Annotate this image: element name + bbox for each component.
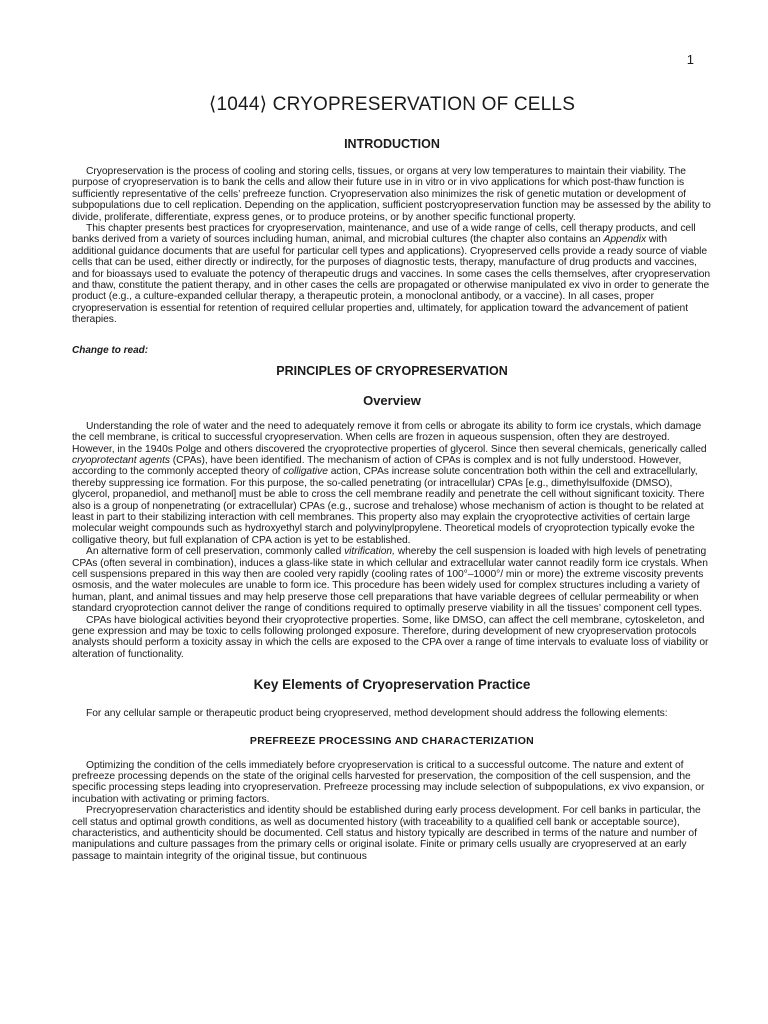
prefreeze-paragraph-1: Optimizing the condition of the cells immediately before cryopreservation is critical to a successful outcome. The nature and extent of prefreeze processing depends on the state of the original cells harvested for preservation, the composition of the cell suspension, and the specific processing steps leading into cryopreservation. Prefreeze processing may include selection of subpopulations, ex vivo expansion, or incubation with activating or priming factors. (72, 759, 705, 805)
colligative-emphasis: colligative (283, 466, 328, 478)
text-run: whereby the cell suspension is loaded with high levels of penetrating CPAs (often several in combination), induces a glass-like state in which cellular and extracellular water cannot readily form ice crystals. When cell suspensions prepared in this way then are cooled very rapidly (cooling rates of 100°–1000°/ min or more) the extreme viscosity prevents osmosis, and the water molecules are unable to form ice. This procedure has been widely used for complex structures including a variety of human, plant, and animal tissues and may help preserve those cell preparations that have variable degrees of cellular permeability or when standard cryoprotection cannot deliver the range of conditions required to optimally preserve viability in all the tissues’ component cell types. (72, 546, 708, 615)
principles-heading: PRINCIPLES OF CRYOPRESERVATION (276, 363, 508, 378)
text-run: action, CPAs increase solute concentration both within the cell and extracellularly, thereby suppressing ice formation. For this purpose, the so-called penetrating (or intracellular) CPAs [e.g., dimethylsulfoxide (DMSO), glycerol, propanediol, and methanol] must be able to cross the cell membrane readily and penetrate the cell without significant toxicity. There also is a group of nonpenetrating (or extracellular) CPAs (e.g., sucrose and trehalose) whose mechanism of action is thought to be related at least in part to their stabilizing interaction with cell membranes. This property also may explain the cryoprotective activities of certain large molecular weight compounds such as hydroxyethyl starch and polyvinylpropylene. Theoretical models of cryoprotection typically evoke the colligative theory, but full explanation of CPA action is yet to be established. (72, 466, 705, 546)
text-run: (CPAs), have been identified. The mechanism of action of CPAs is complex and is not fully understood. However, according to the commonly accepted theory of (72, 454, 682, 478)
page-number: 1 (686, 52, 694, 67)
text-run: This chapter presents best practices for cryopreservation, maintenance, and use of a wide range of cells, cell therapy products, and cell banks derived from a variety of sources including human, animal, and microbial cultures (the chapter also contains an (72, 223, 696, 246)
key-elements-paragraph-1: For any cellular sample or therapeutic product being cryopreserved, method development should address the following elements: (86, 708, 668, 720)
prefreeze-paragraph-2: Precryopreservation characteristics and identity should be established during early process development. For cell banks in particular, the cell status and optimal growth conditions, as well as documented history (with traceability to a qualified cell bank or acceptable source), characteristics, and authenticity should be documented. Cell status and history typically are described in terms of the nature and number of manipulations and culture passages from the primary cells or original isolate. Finite or primary cells usually are cryopreserved at an early passage to maintain integrity of the original tissue, but continuous (72, 805, 701, 862)
principles-paragraph-3: CPAs have biological activities beyond their cryoprotective properties. Some, like DMSO, can affect the cell membrane, cytoskeleton, and gene expression and may be toxic to cells following prolonged exposure. Therefore, during development of new cryopreservation protocols analysts should perform a toxicity assay in which the cells are exposed to the CPA over a range of time intervals to evaluate loss of viability or alteration of functionality. (72, 614, 709, 660)
text-run: An alternative form of cell preservation, commonly called (86, 546, 345, 558)
document-title: ⟨1044⟩ CRYOPRESERVATION OF CELLS (208, 94, 576, 115)
text-run: Understanding the role of water and the need to adequately remove it from cells or abrogate its ability to form ice crystals, which damage the cell membrane, is critical to successful cryopreservation. When cells are frozen in aqueous suspension, often they are destroyed. However, in the 1940s Polge and others discovered the cryoprotective properties of glycerol. Since then several chemicals, generically called (72, 420, 707, 455)
introduction-paragraph-2 (72, 223, 712, 326)
vitrification-emphasis: vitrification, (344, 546, 395, 558)
principles-paragraph-2 (72, 546, 712, 614)
introduction-heading: INTRODUCTION (344, 137, 440, 151)
change-note: Change to read: (72, 344, 149, 356)
key-elements-heading: Key Elements of Cryopreservation Practice (253, 677, 531, 693)
principles-paragraph-1 (72, 421, 712, 546)
text-run: with additional guidance documents that are useful for particular cell types and applications). Cryopreserved cells provide a ready source of viable cells that can be used, either directly or indirectly, for the purposes of diagnostic tests, therapy, manufacture of drug products and vaccines, and for bioassays used to evaluate the potency of therapeutic drugs and vaccines. In some cases the cells themselves, after cryopreservation and thaw, constitute the patient therapy, and in other cases the cells are propagated or otherwise manipulated ex vivo in order to generate the product (e.g., a culture-expanded cellular therapy, a therapeutic protein, a monoclonal antibody, or a vaccine). In all cases, proper cryopreservation is essential for retention of required cellular properties and, ultimately, for application toward the advancement of patient therapies. (72, 234, 711, 326)
cpa-emphasis: cryoprotectant agents (72, 454, 170, 466)
introduction-paragraph-1: Cryopreservation is the process of cooling and storing cells, tissues, or organs at very low temperatures to maintain their viability. The purpose of cryopreservation is to bank the cells and allow their future use in in vitro or in vivo applications for which post-thaw function is sufficiently representative of the cells’ prefreeze function. Cryopreservation also minimizes the risk of genetic mutation or development of subpopulations due to cell replication. Depending on the application, sufficient postcryopreservation function may be assessed by the ability to divide, proliferate, differentiate, express genes, or to produce proteins, or by another specific functional property. (72, 166, 711, 223)
overview-heading: Overview (363, 392, 421, 408)
appendix-emphasis: Appendix (603, 234, 647, 246)
prefreeze-heading: PREFREEZE PROCESSING AND CHARACTERIZATION (249, 734, 535, 747)
